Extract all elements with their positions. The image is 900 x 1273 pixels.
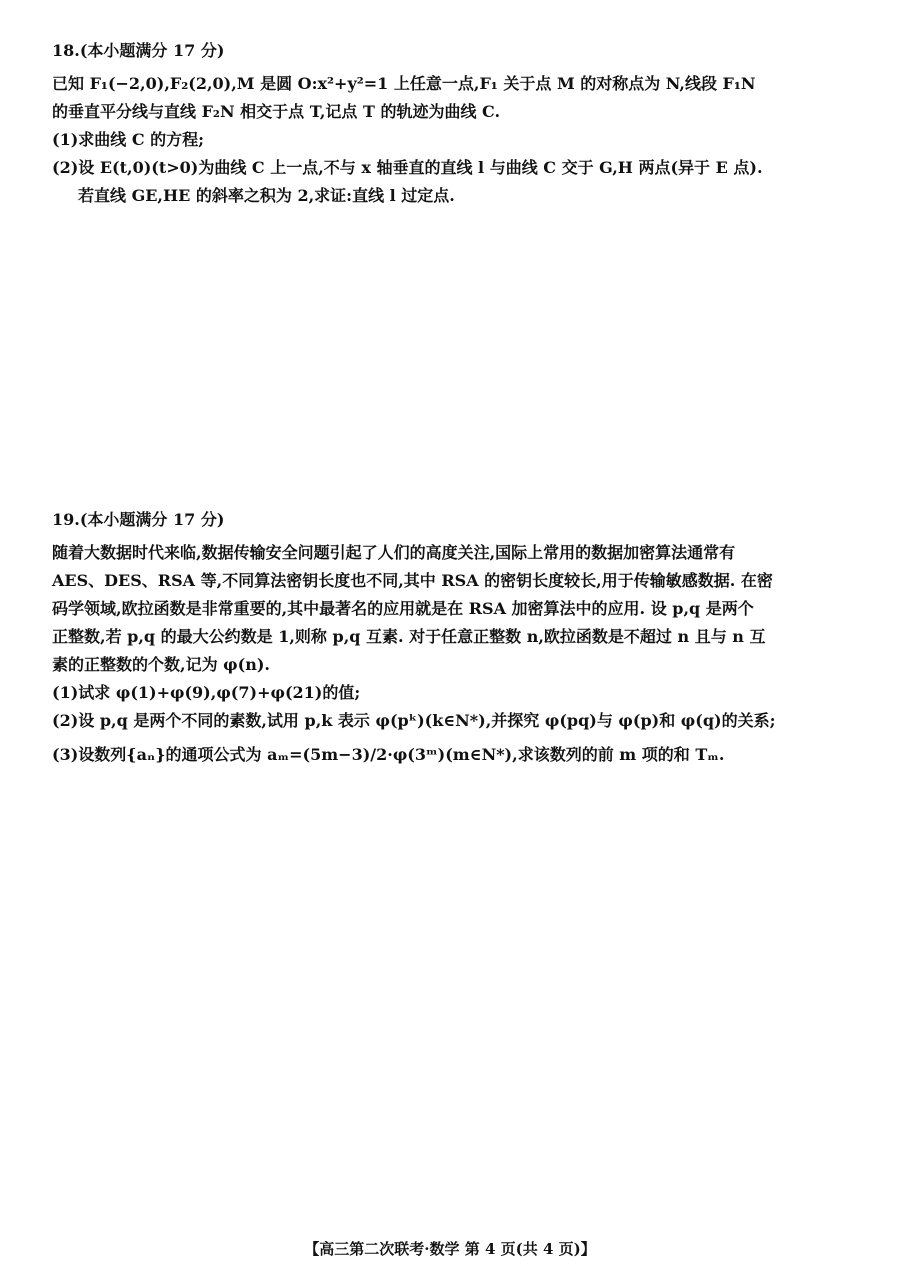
question-19-stem-line-4: 正整数,若 p,q 的最大公约数是 1,则称 p,q 互素. 对于任意正整数 n,欧拉函数是不超过 n 且与 n 互 xyxy=(52,627,766,646)
question-18-part-2: (2)设 E(t,0)(t>0)为曲线 C 上一点,不与 x 轴垂直的直线 l 与曲线 C 交于 G,H 两点(异于 E 点). xyxy=(52,158,763,177)
page-footer: 【高三第二次联考·数学 第 4 页(共 4 页)】 xyxy=(304,1240,596,1258)
question-19-part-3: (3)设数列{aₙ}的通项公式为 aₘ=(5m−3)/2·φ(3ᵐ)(m∈N*),求该数列的前 m 项的和 Tₘ. xyxy=(52,745,725,764)
question-19-header: 19.(本小题满分 17 分) xyxy=(52,510,225,529)
question-18-stem-line-1: 已知 F₁(−2,0),F₂(2,0),M 是圆 O:x²+y²=1 上任意一点,F₁ 关于点 M 的对称点为 N,线段 F₁N xyxy=(52,74,756,93)
question-18-part-2-continued: 若直线 GE,HE 的斜率之积为 2,求证:直线 l 过定点. xyxy=(78,186,455,205)
question-19-stem-line-1: 随着大数据时代来临,数据传输安全问题引起了人们的高度关注,国际上常用的数据加密算法通常有 xyxy=(52,543,736,562)
question-18-header: 18.(本小题满分 17 分) xyxy=(52,41,225,60)
question-19-stem-line-5: 素的正整数的个数,记为 φ(n). xyxy=(52,655,270,674)
question-19-part-1: (1)试求 φ(1)+φ(9),φ(7)+φ(21)的值; xyxy=(52,683,361,702)
question-18 xyxy=(52,38,852,210)
question-19-stem-line-2: AES、DES、RSA 等,不同算法密钥长度也不同,其中 RSA 的密钥长度较长,用于传输敏感数据. 在密 xyxy=(52,571,773,590)
question-19-part-2: (2)设 p,q 是两个不同的素数,试用 p,k 表示 φ(pᵏ)(k∈N*),并探究 φ(pq)与 φ(p)和 φ(q)的关系; xyxy=(52,711,776,730)
question-18-stem-line-2: 的垂直平分线与直线 F₂N 相交于点 T,记点 T 的轨迹为曲线 C. xyxy=(52,102,501,121)
question-19-stem-line-3: 码学领域,欧拉函数是非常重要的,其中最著名的应用就是在 RSA 加密算法中的应用. 设 p,q 是两个 xyxy=(52,599,754,618)
question-18-part-1: (1)求曲线 C 的方程; xyxy=(52,130,205,149)
question-19 xyxy=(52,507,852,769)
